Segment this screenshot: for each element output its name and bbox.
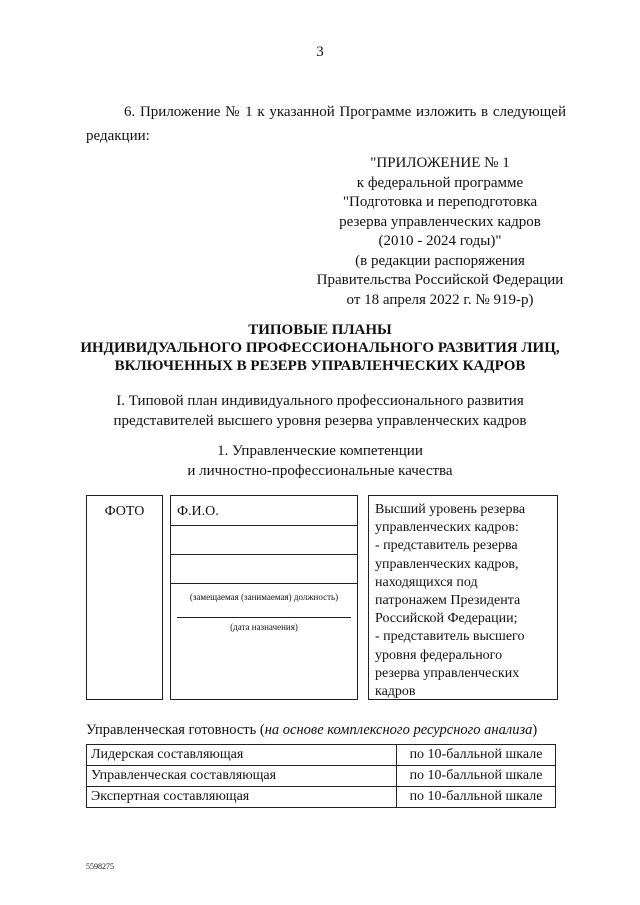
component-scale: по 10-балльной шкале: [397, 745, 556, 766]
level-line: резерва управленческих: [375, 665, 520, 681]
document-title: [60, 321, 580, 375]
table-row: [87, 766, 556, 787]
component-name: Экспертная составляющая: [87, 787, 397, 808]
page-number: 3: [316, 44, 324, 60]
table-row: [87, 745, 556, 766]
photo-label: ФОТО: [104, 504, 145, 519]
component-name: Управленческая составляющая: [87, 766, 397, 787]
position-line: [171, 583, 357, 584]
section-line: I. Типовой план индивидуального профессионального развития: [116, 393, 524, 409]
photo-placeholder: [86, 495, 163, 700]
subsection-title: [60, 441, 580, 481]
fio-line: [171, 525, 357, 526]
section-line: представителей высшего уровня резерва управленческих кадров: [113, 413, 527, 429]
component-scale: по 10-балльной шкале: [397, 787, 556, 808]
appendix-line: от 18 апреля 2022 г. № 919-р): [346, 291, 534, 308]
fio-label: Ф.И.О.: [177, 504, 219, 519]
document-number: 5598275: [86, 862, 114, 871]
level-line: уровня федерального: [375, 647, 503, 663]
readiness-caption: [86, 722, 537, 739]
date-line: [177, 617, 351, 618]
readiness-close: ): [532, 722, 538, 738]
readiness-note: на основе комплексного ресурсного анализа: [264, 722, 533, 738]
readiness-label: Управленческая готовность (: [86, 722, 265, 738]
appendix-line: (в редакции распоряжения: [355, 252, 525, 269]
subsection-line: и личностно-профессиональные качества: [187, 463, 453, 479]
intro-line-1: 6. Приложение № 1 к указанной Программе изложить в следующей: [124, 104, 566, 120]
level-line: патронажем Президента: [375, 593, 521, 609]
level-line: кадров: [375, 684, 416, 700]
level-line: - представитель высшего: [375, 629, 525, 645]
title-line: ТИПОВЫЕ ПЛАНЫ: [248, 322, 392, 338]
personal-info-box: [170, 495, 358, 700]
fio-line: [171, 554, 357, 555]
section-title: [60, 391, 580, 431]
level-line: управленческих кадров:: [375, 520, 519, 536]
intro-line-2: редакции:: [86, 128, 150, 144]
component-scale: по 10-балльной шкале: [397, 766, 556, 787]
appendix-line: к федеральной программе: [356, 174, 524, 191]
appendix-line: резерва управленческих кадров: [339, 213, 541, 230]
appendix-line: (2010 - 2024 годы)": [378, 233, 502, 249]
intro-paragraph: [86, 100, 566, 148]
level-line: - представитель резерва: [375, 538, 518, 554]
readiness-table: [86, 744, 556, 808]
level-line: управленческих кадров,: [375, 556, 519, 572]
level-line: находящихся под: [375, 574, 478, 590]
table-row: [87, 787, 556, 808]
component-name: Лидерская составляющая: [87, 745, 397, 766]
reserve-level-box: [368, 495, 558, 700]
appendix-line: "ПРИЛОЖЕНИЕ № 1: [370, 155, 510, 171]
date-caption: (дата назначения): [230, 622, 298, 632]
level-line: Высший уровень резерва: [375, 502, 526, 517]
appendix-line: Правительства Российской Федерации: [316, 272, 564, 288]
position-caption: (замещаемая (занимаемая) должность): [189, 592, 339, 602]
appendix-header: [300, 154, 580, 310]
title-line: ВКЛЮЧЕННЫХ В РЕЗЕРВ УПРАВЛЕНЧЕСКИХ КАДРОВ: [114, 358, 526, 374]
subsection-line: 1. Управленческие компетенции: [217, 443, 423, 459]
title-line: ИНДИВИДУАЛЬНОГО ПРОФЕССИОНАЛЬНОГО РАЗВИТИЯ ЛИЦ,: [80, 340, 560, 356]
reserve-level-text: [369, 496, 557, 706]
level-line: Российской Федерации;: [375, 611, 518, 627]
appendix-line: "Подготовка и переподготовка: [342, 194, 538, 210]
